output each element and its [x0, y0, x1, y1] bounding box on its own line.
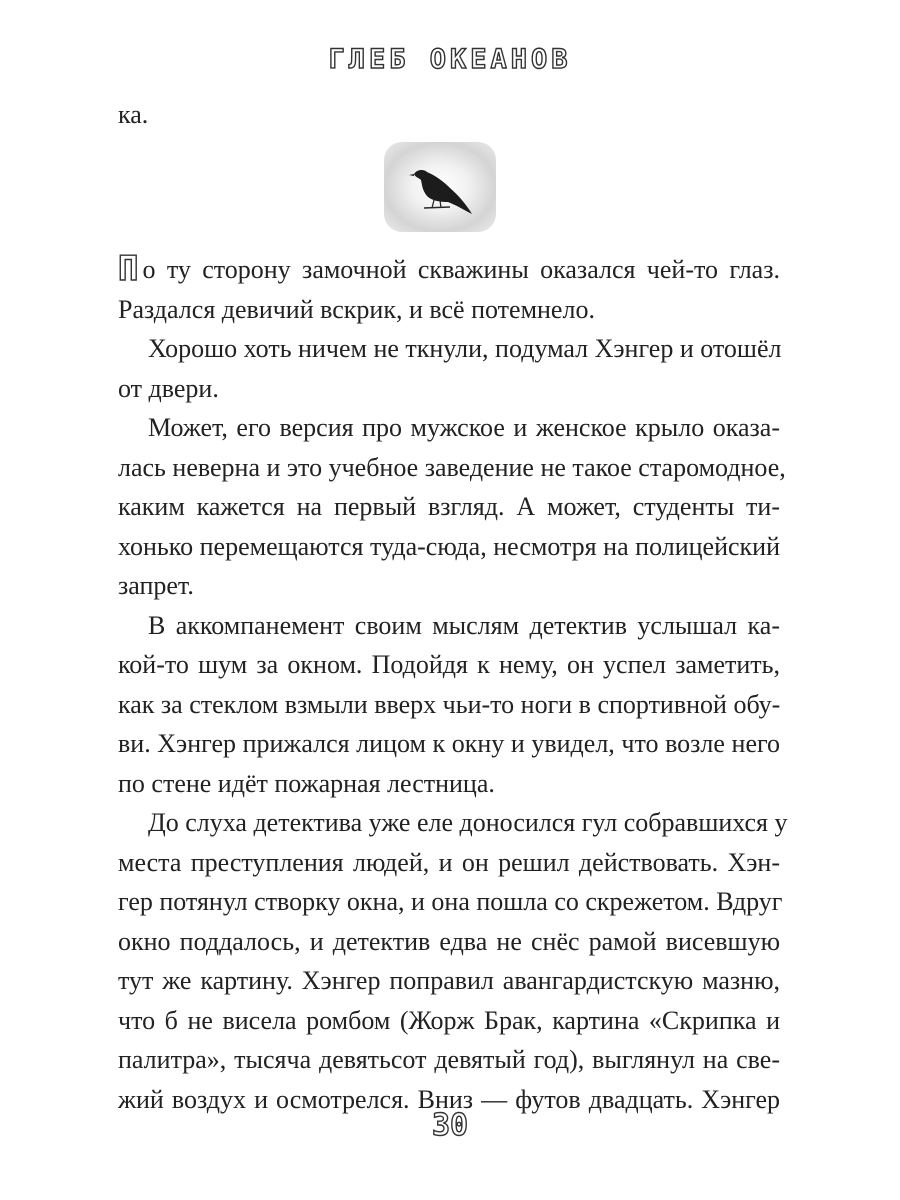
line-text: Раздался девичий вскрик, и всё потемнело.	[118, 294, 595, 324]
line-text: гер потянул створку окна, и она пошла со скрежетом. Вдруг	[118, 887, 783, 916]
text-line	[118, 527, 780, 567]
text-line	[118, 369, 780, 409]
line-text: хонько перемещаются туда-сюда, несмотря на полицейский	[118, 531, 780, 561]
text-line	[118, 803, 788, 843]
main-text	[118, 249, 788, 1119]
text-line	[118, 961, 780, 1001]
text-line	[118, 408, 780, 448]
text-line: ка.	[118, 100, 149, 129]
line-text: лась неверна и это учебное заведение не такое старомодное,	[118, 452, 786, 482]
text-line	[118, 764, 780, 804]
text-line	[118, 645, 780, 685]
line-text: каким кажется на первый взгляд. А может, студенты ти-	[118, 492, 780, 521]
page-number: 30	[431, 1108, 469, 1143]
line-text: места преступления людей, и он решил действовать. Хэн-	[118, 847, 780, 877]
text-line	[118, 606, 780, 646]
line-text: тут же картину. Хэнгер поправил авангардистскую мазню,	[118, 966, 780, 995]
line-text: ви. Хэнгер прижался лицом к окну и увидел, что возле него	[118, 729, 780, 758]
line-text: о ту сторону замочной скважины оказался чей-то глаз.	[142, 255, 780, 284]
text-line	[118, 1001, 780, 1041]
text-line	[118, 329, 780, 369]
bird-ornament	[384, 142, 496, 232]
line-text: от двери.	[118, 373, 219, 403]
text-line	[118, 882, 783, 922]
line-text: что б не висела ромбом (Жорж Брак, картина «Скрипка и	[118, 1005, 780, 1035]
text-line	[118, 250, 780, 290]
line-text: Хорошо хоть ничем не ткнули, подумал Хэнгер и отошёл	[148, 334, 782, 363]
text-line	[118, 843, 780, 883]
text-line	[118, 448, 786, 488]
line-text: Может, его версия про мужское и женское крыло оказа-	[148, 413, 780, 442]
text-line	[118, 922, 780, 962]
line-text: В аккомпанемент своим мыслям детектив услышал ка-	[148, 610, 780, 640]
text-line	[118, 290, 780, 330]
drop-cap: П	[118, 249, 139, 289]
line-text: запрет.	[118, 571, 194, 600]
line-text: как за стеклом взмыли вверх чьи-то ноги в спортивной обу-	[118, 689, 781, 719]
line-text: До слуха детектива уже еле доносился гул собравшихся у	[148, 808, 788, 837]
line-text: палитра», тысяча девятьсот девятый год), выглянул на све-	[118, 1045, 780, 1074]
text-line	[118, 487, 780, 527]
line-text: окно поддалось, и детектив едва не снёс рамой висевшую	[118, 926, 780, 956]
text-line	[118, 685, 780, 725]
text-line	[118, 1040, 780, 1080]
line-text: по стене идёт пожарная лестница.	[118, 768, 495, 798]
line-text: кой-то шум за окном. Подойдя к нему, он успел заметить,	[118, 650, 780, 679]
text-line	[118, 724, 780, 764]
continuation-fragment	[118, 95, 780, 135]
text-line	[118, 566, 780, 606]
bird-icon	[384, 142, 496, 232]
running-head: ГЛЕБ ОКЕАНОВ	[328, 44, 572, 75]
line-text: жий воздух и осмотрелся. Вниз — футов двадцать. Хэнгер	[118, 1084, 780, 1114]
